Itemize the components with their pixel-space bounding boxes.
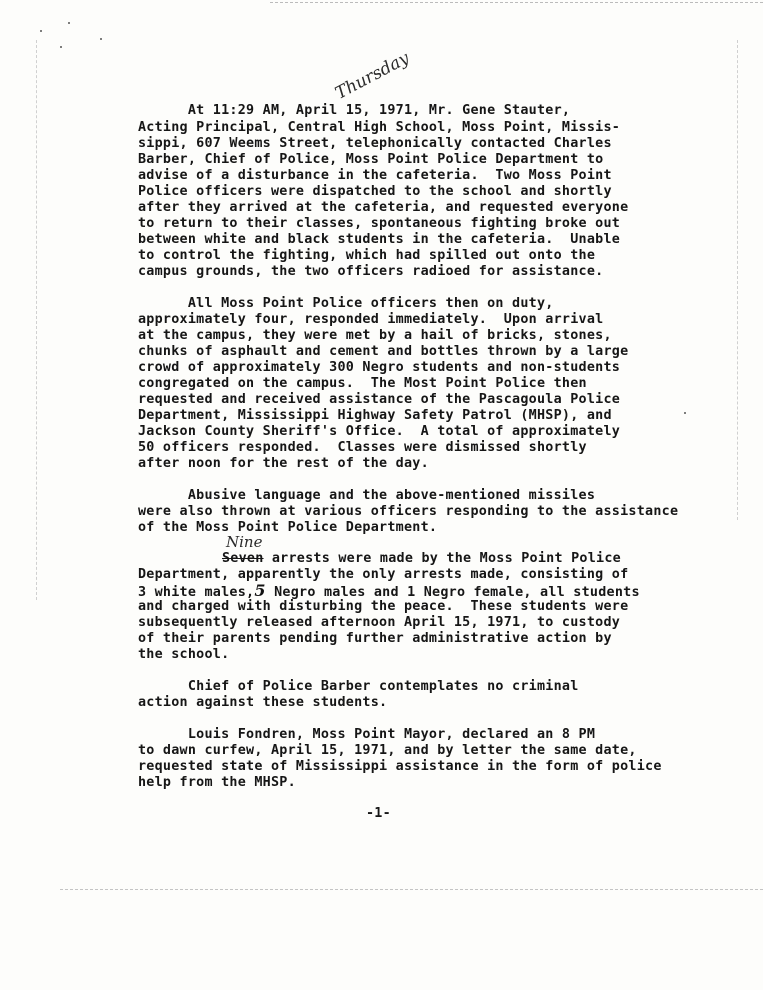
paragraph-4-line-1-text: arrests were made by the Moss Point Police — [263, 551, 621, 566]
paragraph-1-line-7: after they arrived at the cafeteria, and requested everyone — [138, 200, 629, 215]
paragraph-1-line-11: campus grounds, the two officers radioed for assistance. — [138, 264, 604, 279]
struck-count: Seven — [222, 551, 264, 566]
handwritten-negro-male-count: 5 — [254, 581, 266, 600]
paragraph-5-line-1: Chief of Police Barber contemplates no criminal — [138, 679, 579, 694]
paragraph-4-line-7: the school. — [138, 647, 230, 662]
paragraph-4-line-1 — [222, 551, 621, 567]
paragraph-2-line-3: at the campus, they were met by a hail of bricks, stones, — [138, 328, 612, 343]
paragraph-3-line-2: were also thrown at various officers responding to the assistance — [138, 504, 679, 519]
paragraph-6-line-3: requested state of Mississippi assistance in the form of police — [138, 759, 662, 774]
page-number: -1- — [366, 806, 391, 821]
paragraph-2-line-6: congregated on the campus. The Most Point Police then — [138, 376, 587, 391]
paragraph-3-line-1: Abusive language and the above-mentioned missiles — [138, 488, 596, 503]
paragraph-6-line-1: Louis Fondren, Moss Point Mayor, declared an 8 PM — [138, 727, 596, 742]
paragraph-1-line-2: Acting Principal, Central High School, Moss Point, Missis- — [138, 120, 621, 135]
paragraph-4-line-4: and charged with disturbing the peace. These students were — [138, 599, 629, 614]
paragraph-2-line-2: approximately four, responded immediately. Upon arrival — [138, 312, 604, 327]
paragraph-2-line-11: after noon for the rest of the day. — [138, 456, 429, 471]
paragraph-2-line-8: Department, Mississippi Highway Safety Patrol (MHSP), and — [138, 408, 612, 423]
scan-speck — [684, 412, 686, 414]
paragraph-4-line-3-end: Negro males and 1 Negro female, all students — [265, 585, 640, 600]
paragraph-1-line-1: At 11:29 AM, April 15, 1971, Mr. Gene Stauter, — [138, 103, 571, 118]
paragraph-2-line-7: requested and received assistance of the Pascagoula Police — [138, 392, 621, 407]
handwritten-day-annotation: Thursday — [332, 48, 413, 104]
paragraph-1-line-4: Barber, Chief of Police, Moss Point Police Department to — [138, 152, 604, 167]
scan-margin-left — [36, 40, 37, 600]
scan-margin-right — [737, 40, 738, 520]
paragraph-2-line-1: All Moss Point Police officers then on duty, — [138, 296, 554, 311]
paragraph-5-line-2: action against these students. — [138, 695, 388, 710]
paragraph-4-line-6: of their parents pending further administrative action by — [138, 631, 612, 646]
paragraph-2-line-5: crowd of approximately 300 Negro students and non-students — [138, 360, 621, 375]
handwritten-count-correction: Nine — [226, 533, 263, 551]
paragraph-1-line-6: Police officers were dispatched to the school and shortly — [138, 184, 612, 199]
paragraph-1-line-3: sippi, 607 Weems Street, telephonically contacted Charles — [138, 136, 612, 151]
paragraph-1-line-9: between white and black students in the cafeteria. Unable — [138, 232, 621, 247]
paragraph-1-line-10: to control the fighting, which had spilled out onto the — [138, 248, 596, 263]
paragraph-2-line-10: 50 officers responded. Classes were dismissed shortly — [138, 440, 587, 455]
paragraph-1-line-5: advise of a disturbance in the cafeteria. Two Moss Point — [138, 168, 612, 183]
scan-speck — [60, 46, 62, 48]
paragraph-4-line-5: subsequently released afternoon April 15, 1971, to custody — [138, 615, 621, 630]
paragraph-2-line-9: Jackson County Sheriff's Office. A total of approximately — [138, 424, 621, 439]
scan-edge-bottom — [60, 889, 763, 890]
scan-speck — [68, 22, 70, 24]
paragraph-1-line-8: to return to their classes, spontaneous fighting broke out — [138, 216, 621, 231]
paragraph-4-line-3-start: 3 white males, — [138, 585, 255, 600]
scan-speck — [100, 38, 102, 40]
scan-edge-top — [270, 2, 763, 3]
paragraph-2-line-4: chunks of asphault and cement and bottles thrown by a large — [138, 344, 629, 359]
scan-speck — [40, 30, 42, 32]
paragraph-6-line-4: help from the MHSP. — [138, 775, 296, 790]
paragraph-4-line-2: Department, apparently the only arrests made, consisting of — [138, 567, 629, 582]
paragraph-6-line-2: to dawn curfew, April 15, 1971, and by letter the same date, — [138, 743, 637, 758]
paragraph-3-line-3: of the Moss Point Police Department. — [138, 520, 438, 535]
